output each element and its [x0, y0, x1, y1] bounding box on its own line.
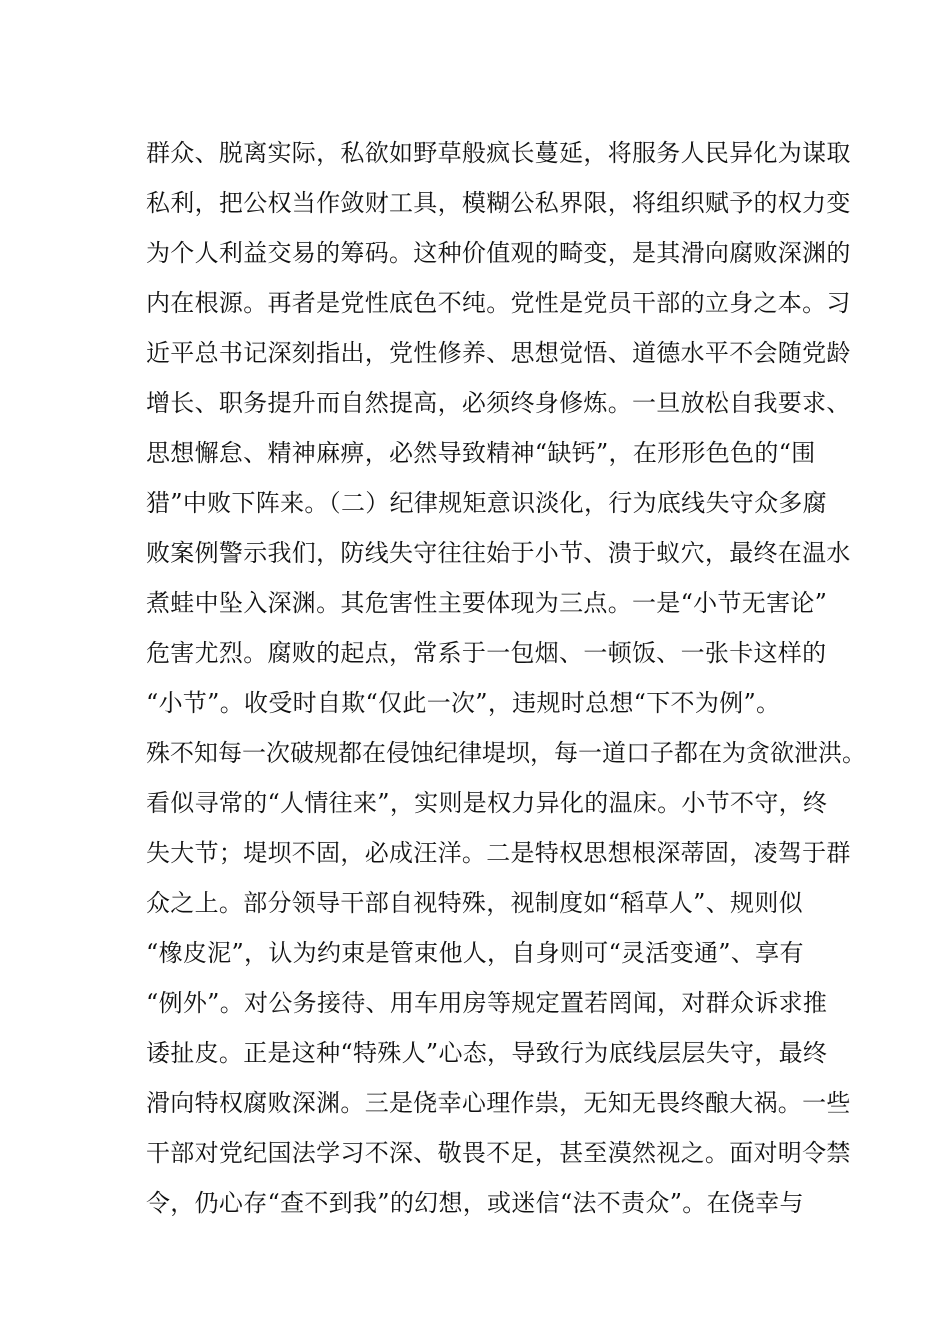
text-line: 失大节；堤坝不固，必成汪洋。二是特权思想根深蒂固，凌驾于群: [146, 839, 851, 867]
text-line: 诿扯皮。正是这种“特殊人”心态，导致行为底线层层失守，最终: [146, 1039, 828, 1067]
text-line: 近平总书记深刻指出，党性修养、思想觉悟、道德水平不会随党龄: [146, 339, 851, 367]
text-line: 危害尤烈。腐败的起点，常系于一包烟、一顿饭、一张卡这样的: [146, 639, 827, 667]
text-line: “例外”。对公务接待、用车用房等规定置若罔闻，对群众诉求推: [146, 989, 828, 1017]
body-text: [146, 135, 866, 1235]
text-line: 为个人利益交易的筹码。这种价值观的畸变，是其滑向腐败深渊的: [146, 239, 851, 267]
text-line: 殊不知每一次破规都在侵蚀纪律堤坝，每一道口子都在为贪欲泄洪。: [146, 739, 866, 767]
text-line: 猎”中败下阵来。（二）纪律规矩意识淡化，行为底线失守众多腐: [146, 489, 827, 517]
text-line: 群众、脱离实际，私欲如野草般疯长蔓延，将服务人民异化为谋取: [146, 139, 851, 167]
text-line: “橡皮泥”，认为约束是管束他人，自身则可“灵活变通”、享有: [146, 939, 804, 967]
text-line: 内在根源。再者是党性底色不纯。党性是党员干部的立身之本。习: [146, 289, 851, 317]
text-line: 干部对党纪国法学习不深、敬畏不足，甚至漠然视之。面对明令禁: [146, 1139, 851, 1167]
text-line: “小节”。收受时自欺“仅此一次”，违规时总想“下不为例”。: [146, 689, 781, 717]
text-line: 私利，把公权当作敛财工具，模糊公私界限，将组织赋予的权力变: [146, 189, 851, 217]
text-line: 思想懈怠、精神麻痹，必然导致精神“缺钙”，在形形色色的“围: [146, 439, 816, 467]
text-line: 增长、职务提升而自然提高，必须终身修炼。一旦放松自我要求、: [146, 389, 851, 417]
text-line: 看似寻常的“人情往来”，实则是权力异化的温床。小节不守，终: [146, 789, 828, 817]
text-line: 败案例警示我们，防线失守往往始于小节、溃于蚁穴，最终在温水: [146, 539, 851, 567]
text-line: 令，仍心存“查不到我”的幻想，或迷信“法不责众”。在侥幸与: [146, 1189, 804, 1217]
text-line: 煮蛙中坠入深渊。其危害性主要体现为三点。一是“小节无害论”: [146, 589, 828, 617]
text-line: 众之上。部分领导干部自视特殊，视制度如“稻草人”、规则似: [146, 889, 803, 917]
text-line: 滑向特权腐败深渊。三是侥幸心理作祟，无知无畏终酿大祸。一些: [146, 1089, 851, 1117]
